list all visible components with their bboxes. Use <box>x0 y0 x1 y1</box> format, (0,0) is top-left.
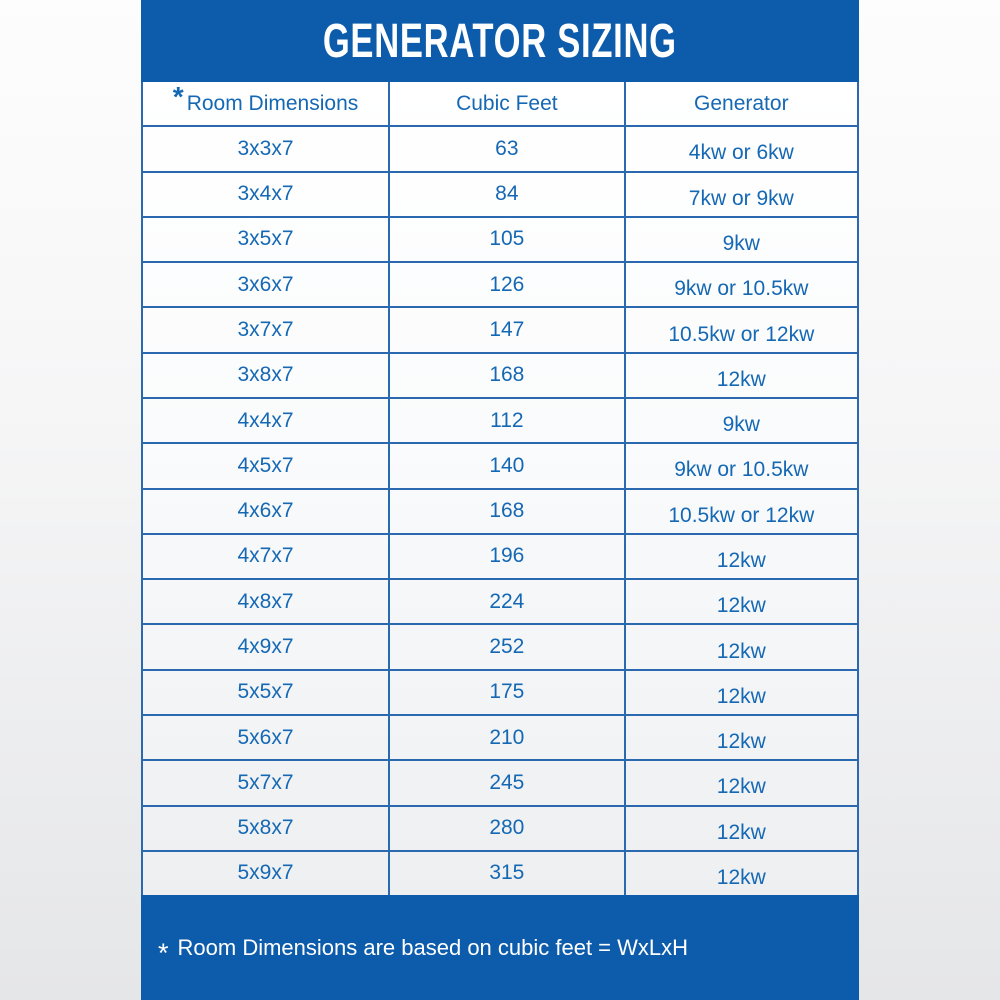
generator-cell: 12kw <box>716 865 766 889</box>
cubic-feet-cell: 196 <box>390 535 626 578</box>
room-dimensions-cell: 3x6x7 <box>143 263 390 306</box>
table-row <box>143 716 857 761</box>
table-row <box>143 490 857 535</box>
footer-note <box>158 932 689 968</box>
page-title: GENERATOR SIZING <box>323 14 677 68</box>
cubic-feet-cell: 168 <box>390 354 626 397</box>
room-dimensions-cell: 4x8x7 <box>143 580 390 623</box>
table-row <box>143 218 857 263</box>
asterisk-marker: * <box>158 938 169 968</box>
cubic-feet-cell: 105 <box>390 218 626 261</box>
table-row <box>143 263 857 308</box>
cubic-feet-cell: 280 <box>390 807 626 850</box>
table-row <box>143 173 857 218</box>
sizing-table <box>141 82 859 895</box>
generator-cell: 12kw <box>716 594 766 618</box>
room-dimensions-cell: 5x9x7 <box>143 852 390 895</box>
footer-band <box>141 895 859 1000</box>
cubic-feet-cell: 147 <box>390 308 626 351</box>
cubic-feet-cell: 112 <box>390 399 626 442</box>
room-dimensions-cell: 3x5x7 <box>143 218 390 261</box>
cubic-feet-cell: 210 <box>390 716 626 759</box>
generator-cell: 9kw <box>722 413 760 437</box>
footer-note-text: Room Dimensions are based on cubic feet = WxLxH <box>177 934 689 960</box>
table-row <box>143 807 857 852</box>
room-dimensions-cell: 5x6x7 <box>143 716 390 759</box>
cubic-feet-cell: 126 <box>390 263 626 306</box>
room-dimensions-cell: 4x4x7 <box>143 399 390 442</box>
generator-cell: 12kw <box>716 820 766 844</box>
room-dimensions-cell: 4x6x7 <box>143 490 390 533</box>
room-dimensions-header-label: Room Dimensions <box>186 91 359 115</box>
generator-sizing-panel <box>141 0 859 1000</box>
table-row <box>143 444 857 489</box>
generator-cell: 12kw <box>716 639 766 663</box>
room-dimensions-cell: 5x7x7 <box>143 761 390 804</box>
room-dimensions-cell: 3x4x7 <box>143 173 390 216</box>
asterisk-marker: * <box>172 82 184 112</box>
room-dimensions-cell: 3x3x7 <box>143 127 390 170</box>
cubic-feet-cell: 63 <box>390 127 626 170</box>
table-row <box>143 761 857 806</box>
room-dimensions-cell: 5x8x7 <box>143 807 390 850</box>
cubic-feet-cell: 175 <box>390 671 626 714</box>
cubic-feet-cell: 315 <box>390 852 626 895</box>
cubic-feet-cell: 252 <box>390 625 626 668</box>
generator-cell: 12kw <box>716 730 766 754</box>
room-dimensions-cell: 5x5x7 <box>143 671 390 714</box>
table-row <box>143 127 857 172</box>
table-row <box>143 399 857 444</box>
table-row <box>143 308 857 353</box>
room-dimensions-cell: 3x8x7 <box>143 354 390 397</box>
cubic-feet-cell: 245 <box>390 761 626 804</box>
cubic-feet-cell: 84 <box>390 173 626 216</box>
table-row <box>143 580 857 625</box>
room-dimensions-header <box>143 82 390 125</box>
generator-cell: 9kw <box>722 231 760 255</box>
room-dimensions-cell: 4x9x7 <box>143 625 390 668</box>
generator-cell: 7kw or 9kw <box>688 186 794 210</box>
generator-cell: 10.5kw or 12kw <box>668 322 815 346</box>
room-dimensions-cell: 4x5x7 <box>143 444 390 487</box>
generator-cell: 12kw <box>716 367 766 391</box>
generator-cell: 12kw <box>716 775 766 799</box>
generator-cell: 9kw or 10.5kw <box>674 458 809 482</box>
table-row <box>143 354 857 399</box>
cubic-feet-cell: 140 <box>390 444 626 487</box>
room-dimensions-cell: 4x7x7 <box>143 535 390 578</box>
table-row <box>143 535 857 580</box>
cubic-feet-cell: 168 <box>390 490 626 533</box>
table-row <box>143 852 857 895</box>
table-header-row <box>143 82 857 127</box>
cubic-feet-header: Cubic Feet <box>390 82 626 125</box>
table-row <box>143 625 857 670</box>
generator-cell: 12kw <box>716 684 766 708</box>
cubic-feet-cell: 224 <box>390 580 626 623</box>
generator-header: Generator <box>694 91 789 115</box>
generator-cell: 4kw or 6kw <box>688 141 794 165</box>
generator-cell: 12kw <box>716 548 766 572</box>
title-band <box>141 0 859 82</box>
room-dimensions-cell: 3x7x7 <box>143 308 390 351</box>
generator-cell: 10.5kw or 12kw <box>668 503 815 527</box>
generator-cell: 9kw or 10.5kw <box>674 277 809 301</box>
table-row <box>143 671 857 716</box>
